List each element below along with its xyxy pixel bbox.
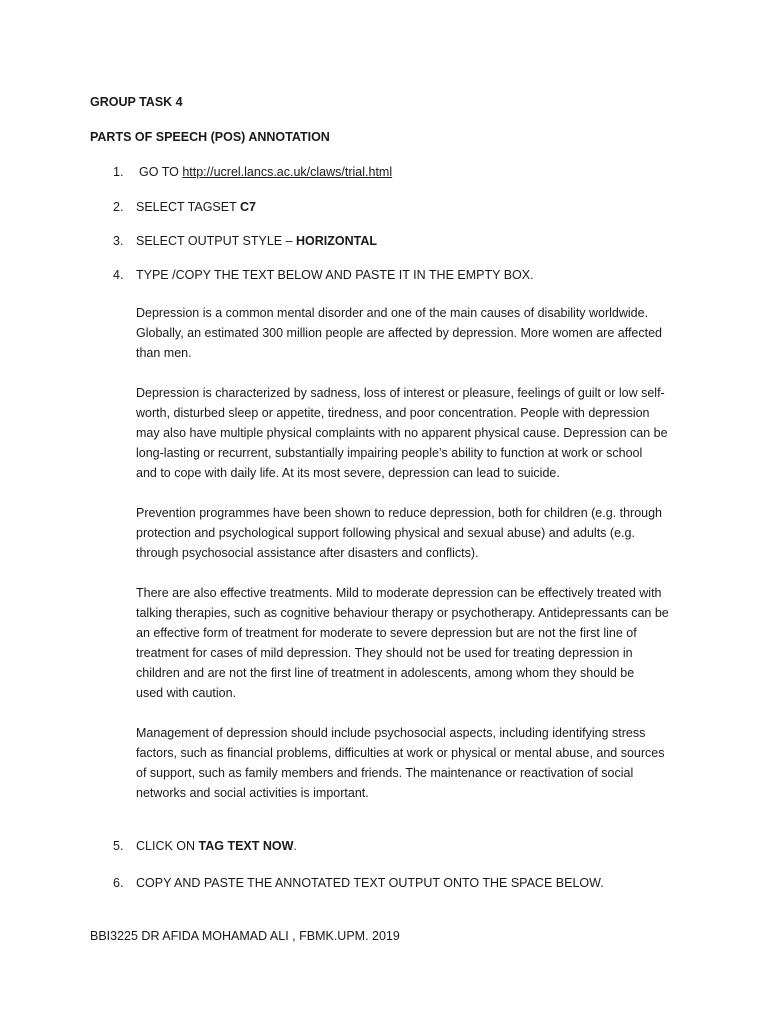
step-5-text: CLICK ON [136, 839, 199, 853]
group-task-heading: GROUP TASK 4 [90, 95, 183, 109]
passage-line: long-lasting or recurrent, substantially impairing people’s ability to function at work or school [136, 446, 643, 460]
step-2-text: SELECT TAGSET [136, 200, 240, 214]
step-6-text: COPY AND PASTE THE ANNOTATED TEXT OUTPUT ONTO THE SPACE BELOW. [136, 876, 604, 890]
passage-paragraph-5 [136, 723, 681, 803]
passage-line: and to cope with daily life. At its most severe, depression can lead to suicide. [136, 466, 560, 480]
step-3-text: SELECT OUTPUT STYLE – [136, 234, 297, 248]
passage-line: worth, disturbed sleep or appetite, tiredness, and poor concentration. People with depression [136, 406, 650, 420]
passage-line: Depression is characterized by sadness, loss of interest or pleasure, feelings of guilt or low self- [136, 386, 665, 400]
passage-paragraph-1 [136, 303, 681, 363]
passage-line: There are also effective treatments. Mild to moderate depression can be effectively treated with [136, 586, 662, 600]
passage-paragraph-4 [136, 583, 681, 703]
passage-line: than men. [136, 346, 192, 360]
step-1-number: 1. [113, 165, 124, 179]
step-2 [136, 199, 256, 215]
passage-line: Management of depression should include psychosocial aspects, including identifying stress [136, 726, 646, 740]
step-1-text: GO TO [139, 165, 183, 179]
passage-line: of support, such as family members and friends. The maintenance or reactivation of social [136, 766, 634, 780]
passage-line: an effective form of treatment for moderate to severe depression but are not the first line of [136, 626, 637, 640]
passage-line: Globally, an estimated 300 million people are affected by depression. More women are affected [136, 326, 663, 340]
passage-paragraph-2 [136, 383, 681, 483]
step-4-number: 4. [113, 268, 124, 282]
step-3-bold: HORIZONTAL [296, 234, 378, 248]
step-5-suffix: . [293, 839, 297, 853]
passage-line: Prevention programmes have been shown to reduce depression, both for children (e.g. through [136, 506, 663, 520]
passage-line: through psychosocial assistance after disasters and conflicts). [136, 546, 479, 560]
step-5-bold: TAG TEXT NOW [198, 839, 294, 853]
step-5-number: 5. [113, 839, 124, 853]
passage-line: used with caution. [136, 686, 237, 700]
passage-line: children and are not the first line of treatment in adolescents, among whom they should be [136, 666, 635, 680]
passage-line: protection and psychological support following physical and sexual abuse) and adults (e.g. [136, 526, 635, 540]
page-footer: BBI3225 DR AFIDA MOHAMAD ALI , FBMK.UPM. 2019 [90, 929, 400, 943]
annotation-heading: PARTS OF SPEECH (POS) ANNOTATION [90, 130, 330, 144]
step-3 [136, 233, 377, 249]
step-5 [136, 838, 297, 854]
passage-line: may also have multiple physical complaints with no apparent physical cause. Depression can be [136, 426, 668, 440]
step-2-number: 2. [113, 200, 124, 214]
passage-line: talking therapies, such as cognitive behaviour therapy or psychotherapy. Antidepressants can be [136, 606, 669, 620]
step-2-bold: C7 [239, 200, 256, 214]
passage-line: treatment for cases of mild depression. They should not be used for treating depression in [136, 646, 633, 660]
passage-line: Depression is a common mental disorder and one of the main causes of disability worldwide. [136, 306, 649, 320]
claws-link[interactable]: http://ucrel.lancs.ac.uk/claws/trial.html [182, 165, 393, 179]
step-4-text: TYPE /COPY THE TEXT BELOW AND PASTE IT IN THE EMPTY BOX. [136, 268, 534, 282]
passage-paragraph-3 [136, 503, 681, 563]
passage-line: networks and social activities is important. [136, 786, 369, 800]
step-3-number: 3. [113, 234, 124, 248]
step-1 [139, 164, 392, 180]
step-6-number: 6. [113, 876, 124, 890]
passage-line: factors, such as financial problems, difficulties at work or physical or mental abuse, and sources [136, 746, 665, 760]
